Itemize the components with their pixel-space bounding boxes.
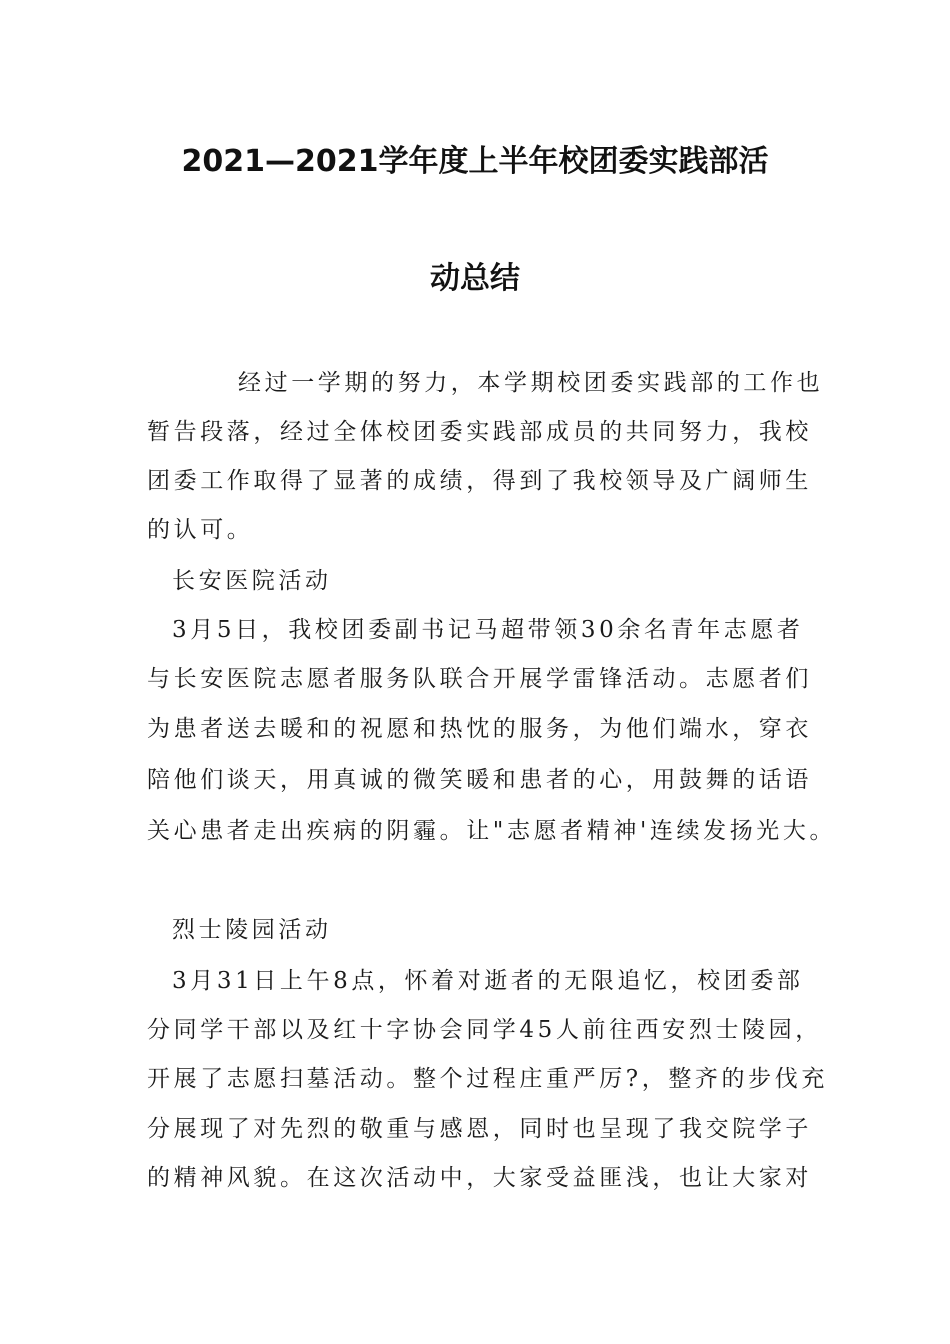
section-heading-changan-hospital: 长安医院活动 <box>172 568 332 594</box>
paragraph-hospital-line-5: 关心患者走出疾病的阴霾。让"志愿者精神'连续发扬光大。 <box>147 818 837 844</box>
section-heading-martyrs-cemetery: 烈士陵园活动 <box>172 917 332 943</box>
document-title-line-1: 2021—2021学年度上半年校团委实践部活 <box>181 144 769 179</box>
paragraph-cemetery-line-4: 分展现了对先烈的敬重与感恩，同时也呈现了我交院学子 <box>147 1116 812 1142</box>
paragraph-hospital-line-3: 为患者送去暖和的祝愿和热忱的服务，为他们端水，穿衣 <box>147 716 812 742</box>
paragraph-cemetery-line-2: 分同学干部以及红十字协会同学45人前往西安烈士陵园， <box>147 1017 822 1043</box>
paragraph-cemetery-line-3: 开展了志愿扫墓活动。整个过程庄重严厉?，整齐的步伐充 <box>147 1066 828 1092</box>
paragraph-cemetery-line-1: 3月31日上午8点，怀着对逝者的无限追忆，校团委部 <box>172 968 804 994</box>
paragraph-intro-line-1: 经过一学期的努力，本学期校团委实践部的工作也 <box>238 370 824 396</box>
paragraph-cemetery-line-5: 的精神风貌。在这次活动中，大家受益匪浅，也让大家对 <box>147 1165 812 1191</box>
document-title-line-2: 动总结 <box>430 261 520 296</box>
paragraph-hospital-line-2: 与长安医院志愿者服务队联合开展学雷锋活动。志愿者们 <box>147 666 812 692</box>
paragraph-intro-line-3: 团委工作取得了显著的成绩，得到了我校领导及广阔师生 <box>147 468 812 494</box>
paragraph-hospital-line-4: 陪他们谈天，用真诚的微笑暖和患者的心，用鼓舞的话语 <box>147 767 812 793</box>
paragraph-intro-line-4: 的认可。 <box>147 517 254 543</box>
paragraph-hospital-line-1: 3月5日，我校团委副书记马超带领30余名青年志愿者 <box>172 617 804 643</box>
paragraph-intro-line-2: 暂告段落，经过全体校团委实践部成员的共同努力，我校 <box>147 419 812 445</box>
